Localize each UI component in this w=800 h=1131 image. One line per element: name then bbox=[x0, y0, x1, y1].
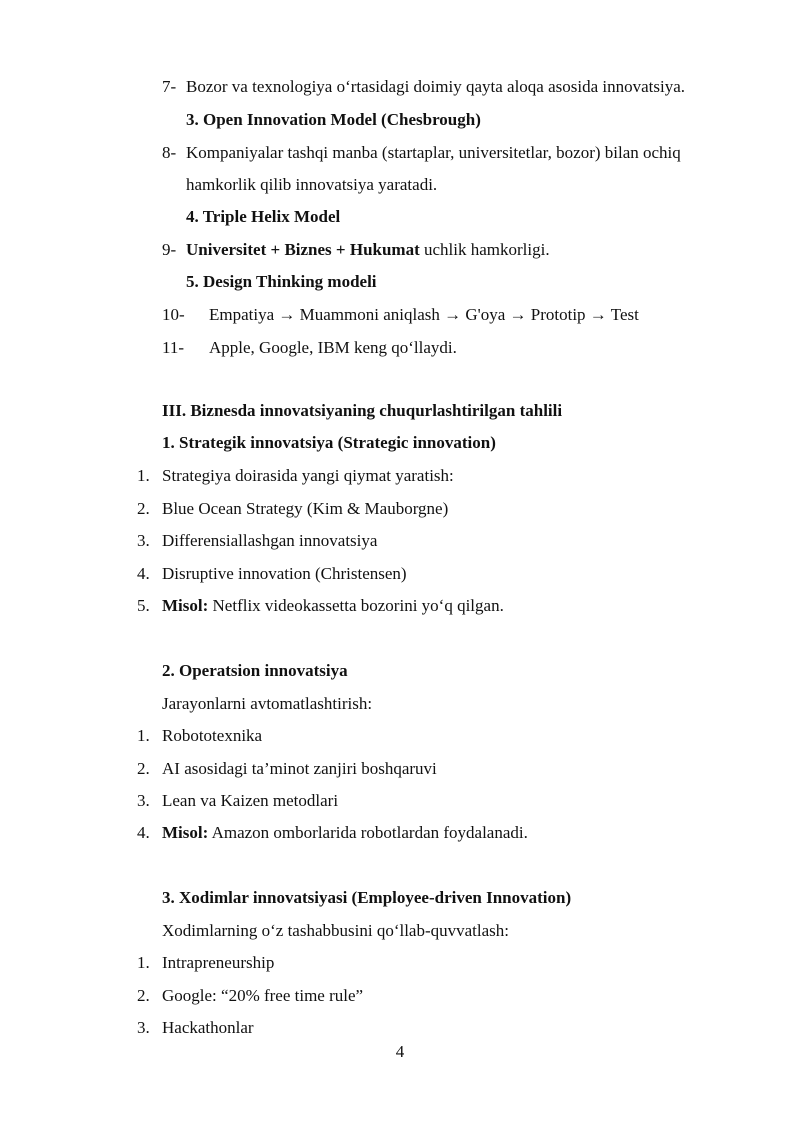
subsection-intro: Jarayonlarni avtomatlashtirish: bbox=[162, 694, 373, 713]
list-number: 2. bbox=[137, 986, 150, 1005]
list-number: 9- bbox=[162, 240, 177, 259]
list-item-text: Bozor va texnologiya o‘rtasidagi doimiy qayta aloqa asosida innovatsiya. bbox=[186, 77, 686, 96]
subsection-title: 3. Xodimlar innovatsiyasi (Employee-driven Innovation) bbox=[162, 888, 572, 907]
list-item-text bbox=[186, 239, 550, 261]
bold-phrase: Universitet + Biznes + Hukumat bbox=[186, 240, 420, 259]
list-item-text: Empatiya → Muammoni aniqlash → G'oya → Prototip → Test bbox=[209, 305, 639, 324]
list-number: 10- bbox=[162, 305, 185, 324]
list-item-text: Robototexnika bbox=[162, 726, 263, 745]
list-item-text: Hackathonlar bbox=[162, 1018, 254, 1037]
list-number: 1. bbox=[137, 726, 150, 745]
model-heading: 4. Triple Helix Model bbox=[186, 207, 341, 226]
text-rest: Amazon omborlarida robotlardan foydalanadi. bbox=[208, 823, 528, 842]
model-heading: 5. Design Thinking modeli bbox=[186, 272, 377, 291]
bold-phrase: Misol: bbox=[162, 823, 209, 842]
list-number: 7- bbox=[162, 77, 177, 96]
list-item-text: Strategiya doirasida yangi qiymat yaratish: bbox=[162, 466, 454, 485]
list-number: 11- bbox=[162, 338, 185, 357]
list-number: 3. bbox=[137, 791, 150, 810]
model-heading: 3. Open Innovation Model (Chesbrough) bbox=[186, 110, 481, 129]
list-item-continuation: hamkorlik qilib innovatsiya yaratadi. bbox=[186, 175, 438, 194]
list-item-text bbox=[162, 822, 528, 844]
section-title: III. Biznesda innovatsiyaning chuqurlashtirilgan tahlili bbox=[162, 401, 563, 420]
subsection-intro: Xodimlarning o‘z tashabbusini qo‘llab-quvvatlash: bbox=[162, 921, 510, 940]
list-item-text: Blue Ocean Strategy (Kim & Mauborgne) bbox=[162, 499, 449, 518]
subsection-title: 2. Operatsion innovatsiya bbox=[162, 661, 348, 680]
subsection-title: 1. Strategik innovatsiya (Strategic innovation) bbox=[162, 433, 496, 452]
list-item-text: AI asosidagi ta’minot zanjiri boshqaruvi bbox=[162, 759, 437, 778]
list-number: 2. bbox=[137, 499, 150, 518]
list-item-text: Differensiallashgan innovatsiya bbox=[162, 531, 378, 550]
bold-phrase: Misol: bbox=[162, 596, 209, 615]
page-number: 4 bbox=[395, 1042, 405, 1061]
text-rest: uchlik hamkorligi. bbox=[419, 240, 550, 259]
list-number: 1. bbox=[137, 466, 150, 485]
list-item-text: Intrapreneurship bbox=[162, 953, 275, 972]
list-number: 1. bbox=[137, 953, 150, 972]
list-number: 4. bbox=[137, 564, 150, 583]
list-number: 5. bbox=[137, 596, 150, 615]
list-item-text: Apple, Google, IBM keng qo‘llaydi. bbox=[209, 338, 457, 357]
list-item-text: Kompaniyalar tashqi manba (startaplar, universitetlar, bozor) bilan ochiq bbox=[186, 143, 681, 162]
list-number: 3. bbox=[137, 531, 150, 550]
list-number: 3. bbox=[137, 1018, 150, 1037]
list-item-text: Google: “20% free time rule” bbox=[162, 986, 364, 1005]
list-item-text: Disruptive innovation (Christensen) bbox=[162, 564, 407, 583]
list-item-text: Lean va Kaizen metodlari bbox=[162, 791, 339, 810]
list-number: 4. bbox=[137, 823, 150, 842]
list-number: 2. bbox=[137, 759, 150, 778]
text-rest: Netflix videokassetta bozorini yo‘q qilgan. bbox=[208, 596, 504, 615]
list-item-text bbox=[162, 595, 504, 617]
list-number: 8- bbox=[162, 143, 177, 162]
